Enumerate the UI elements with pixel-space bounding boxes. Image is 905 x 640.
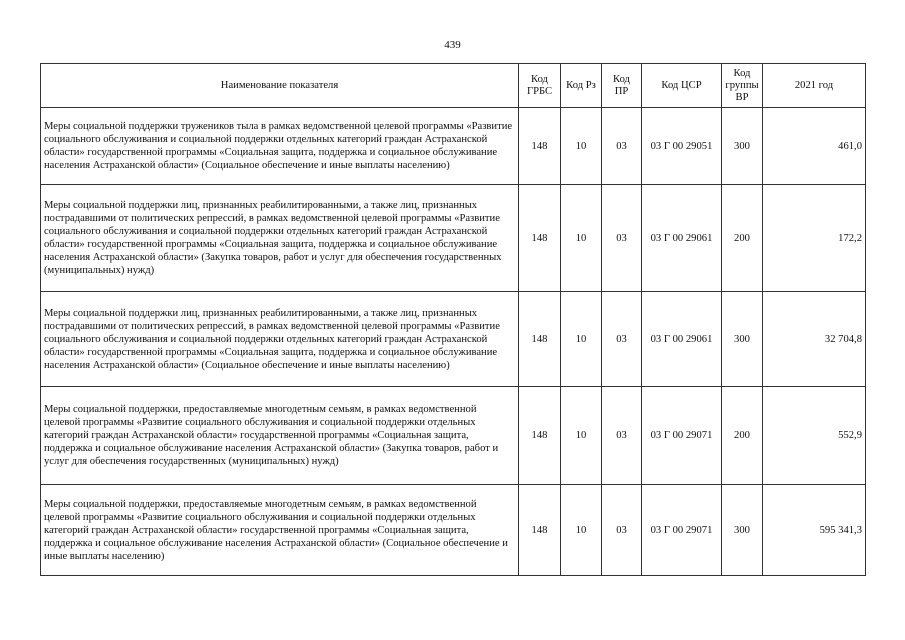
header-csr: Код ЦСР <box>642 64 722 108</box>
row-csr: 03 Г 00 29051 <box>642 108 722 185</box>
row-value: 172,2 <box>763 185 866 292</box>
row-value: 595 341,3 <box>763 485 866 576</box>
row-name: Меры социальной поддержки тружеников тыла в рамках ведомственной целевой программы «Развитие социального обслуживания и социальной поддержки отдельных категорий граждан Астраханской области» государственной программы «Социальная защита, поддержка и социальное обслуживание населения Астраханской области» (Социальное обеспечение и иные выплаты населению) <box>41 108 519 185</box>
row-pr: 03 <box>602 485 642 576</box>
row-grbs: 148 <box>519 292 561 387</box>
header-rz: Код Рз <box>561 64 602 108</box>
row-value: 461,0 <box>763 108 866 185</box>
row-pr: 03 <box>602 185 642 292</box>
row-pr: 03 <box>602 108 642 185</box>
row-rz: 10 <box>561 485 602 576</box>
table-row <box>41 108 866 185</box>
row-vr: 300 <box>722 485 763 576</box>
row-value: 552,9 <box>763 387 866 485</box>
row-pr: 03 <box>602 292 642 387</box>
header-year: 2021 год <box>763 64 866 108</box>
header-name: Наименование показателя <box>41 64 519 108</box>
header-pr: Код ПР <box>602 64 642 108</box>
row-vr: 200 <box>722 185 763 292</box>
row-rz: 10 <box>561 108 602 185</box>
row-name: Меры социальной поддержки лиц, признанных реабилитированными, а также лиц, признанных пострадавшими от политических репрессий, в рамках ведомственной целевой программы «Развитие социального обслуживания и социальной поддержки отдельных категорий граждан Астраханской области» государственной программы «Социальная защита, поддержка и социальное обслуживание населения Астраханской области» (Закупка товаров, работ и услуг для обеспечения государственных (муниципальных) нужд) <box>41 185 519 292</box>
table-row <box>41 185 866 292</box>
row-csr: 03 Г 00 29061 <box>642 185 722 292</box>
budget-table <box>40 63 866 576</box>
table-row <box>41 485 866 576</box>
row-name: Меры социальной поддержки, предоставляемые многодетным семьям, в рамках ведомственной целевой программы «Развитие социального обслуживания и социальной поддержки отдельных категорий граждан Астраханской области» государственной программы «Социальная защита, поддержка и социальное обслуживание населения Астраханской области» (Социальное обеспечение и иные выплаты населению) <box>41 485 519 576</box>
row-rz: 10 <box>561 185 602 292</box>
row-rz: 10 <box>561 292 602 387</box>
header-vr: Код группы ВР <box>722 64 763 108</box>
page-number: 439 <box>444 39 461 51</box>
row-grbs: 148 <box>519 185 561 292</box>
row-value: 32 704,8 <box>763 292 866 387</box>
row-csr: 03 Г 00 29071 <box>642 387 722 485</box>
row-rz: 10 <box>561 387 602 485</box>
row-csr: 03 Г 00 29071 <box>642 485 722 576</box>
row-vr: 200 <box>722 387 763 485</box>
row-name: Меры социальной поддержки лиц, признанных реабилитированными, а также лиц, признанных пострадавшими от политических репрессий, в рамках ведомственной целевой программы «Развитие социального обслуживания и социальной поддержки отдельных категорий граждан Астраханской области» государственной программы «Социальная защита, поддержка и социальное обслуживание населения Астраханской области» (Социальное обеспечение и иные выплаты населению) <box>41 292 519 387</box>
table-row <box>41 387 866 485</box>
row-vr: 300 <box>722 108 763 185</box>
table-header-row <box>41 64 866 108</box>
row-grbs: 148 <box>519 485 561 576</box>
row-pr: 03 <box>602 387 642 485</box>
row-csr: 03 Г 00 29061 <box>642 292 722 387</box>
row-grbs: 148 <box>519 387 561 485</box>
table-row <box>41 292 866 387</box>
header-grbs: Код ГРБС <box>519 64 561 108</box>
row-name: Меры социальной поддержки, предоставляемые многодетным семьям, в рамках ведомственной целевой программы «Развитие социального обслуживания и социальной поддержки отдельных категорий граждан Астраханской области» государственной программы «Социальная защита, поддержка и социальное обслуживание населения Астраханской области» (Закупка товаров, работ и услуг для обеспечения государственных (муниципальных) нужд) <box>41 387 519 485</box>
row-vr: 300 <box>722 292 763 387</box>
row-grbs: 148 <box>519 108 561 185</box>
